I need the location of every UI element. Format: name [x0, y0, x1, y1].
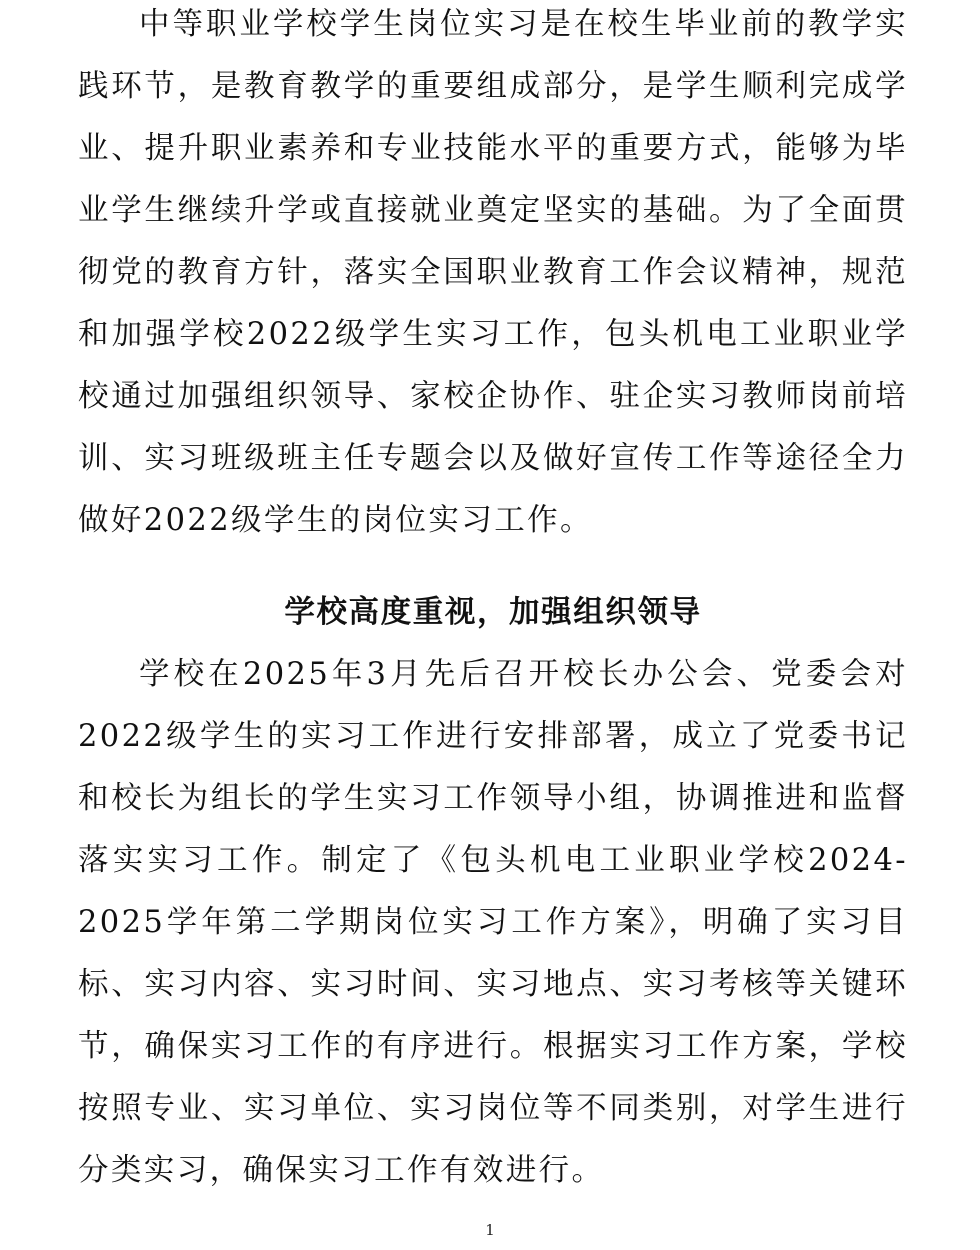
page-number: 1 [485, 1221, 495, 1239]
section-heading: 学校高度重视，加强组织领导 [284, 595, 702, 630]
document-body [78, 0, 908, 1202]
section-paragraph: 学校在2025年3月先后召开校长办公会、党委会对2022级学生的实习工作进行安排部署，成立了党委书记和校长为组长的学生实习工作领导小组，协调推进和监督落实实习工作。制定了《包头机电工业职业学校2024-2025学年第二学期岗位实习工作方案》，明确了实习目标、实习内容、实习时间、实习地点、实习考核等关键环节，确保实习工作的有序进行。根据实习工作方案，学校按照专业、实习单位、实习岗位等不同类别，对学生进行分类实习，确保实习工作有效进行。 [78, 657, 908, 1188]
intro-paragraph: 中等职业学校学生岗位实习是在校生毕业前的教学实践环节，是教育教学的重要组成部分，是学生顺利完成学业、提升职业素养和专业技能水平的重要方式，能够为毕业学生继续升学或直接就业奠定坚实的基础。为了全面贯彻党的教育方针，落实全国职业教育工作会议精神，规范和加强学校2022级学生实习工作，包头机电工业职业学校通过加强组织领导、家校企协作、驻企实习教师岗前培训、实习班级班主任专题会以及做好宣传工作等途径全力做好2022级学生的岗位实习工作。 [78, 7, 908, 538]
